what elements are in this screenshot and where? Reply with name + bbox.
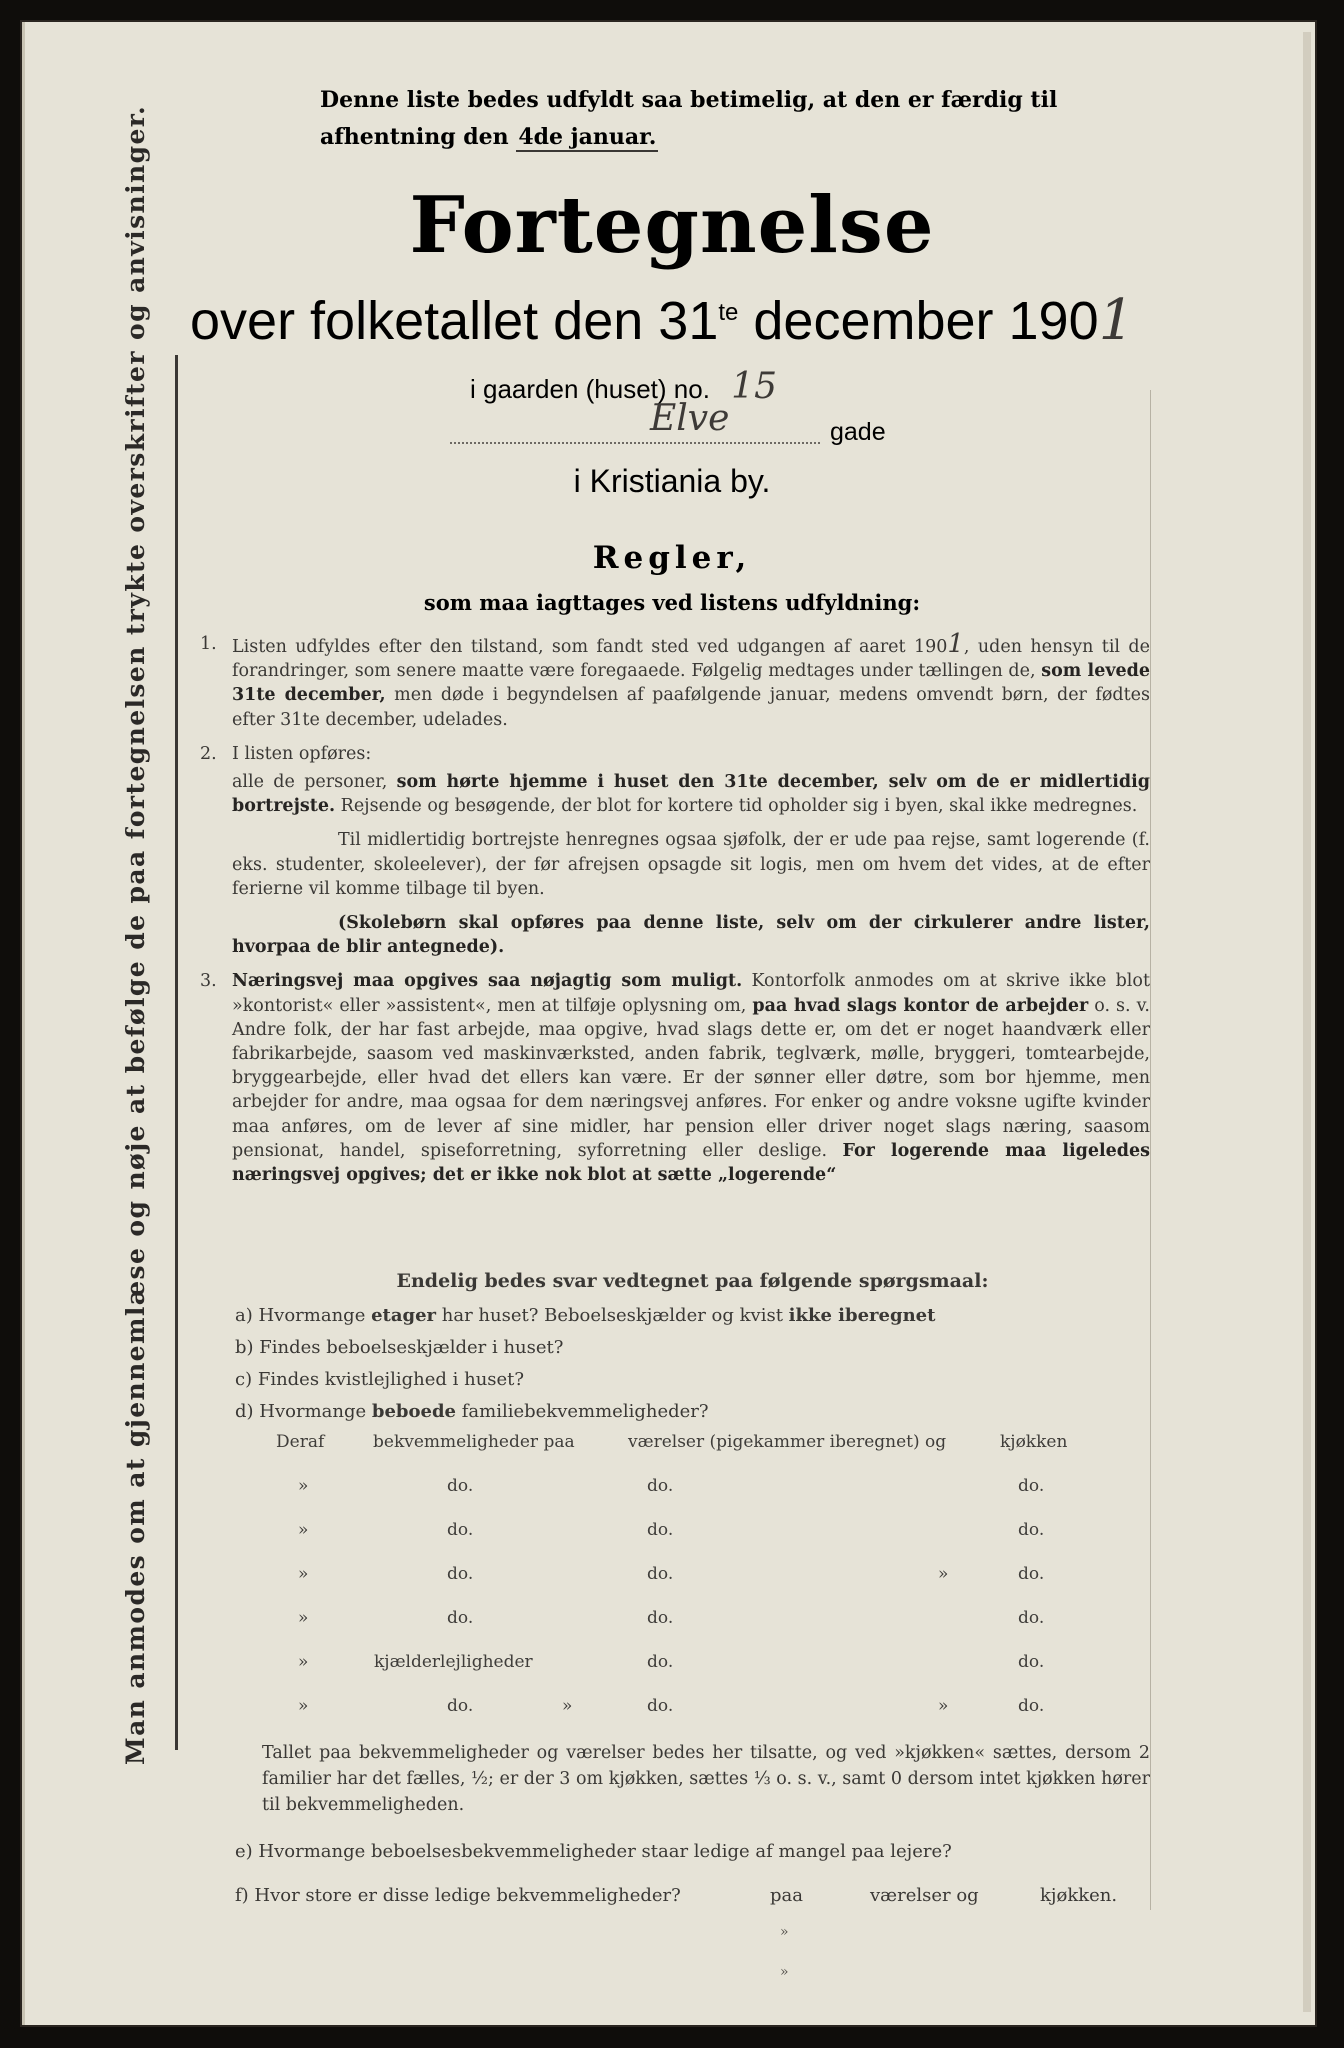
subtitle-mid: december 190: [738, 291, 1099, 351]
table-header-cell: Deraf: [276, 1432, 325, 1452]
house-number-label: i gaarden (huset) no.: [470, 374, 710, 404]
rule-text: , uden hensyn til de forandringer, som senere maatte være foregaaede. Følgelig medtages under tællingen de,: [232, 637, 1150, 682]
street-dotted-line: [450, 430, 820, 444]
question-b[interactable]: b) Findes beboelseskjælder i huset?: [235, 1337, 564, 1358]
handwritten-year[interactable]: 1: [1098, 288, 1135, 353]
rule-number: 3.: [200, 971, 217, 992]
rule-emphasis: som levede 31te december,: [232, 661, 1150, 706]
form-subtitle: [190, 288, 1134, 353]
question-e[interactable]: e) Hvormange beboelsesbekvemmeligheder staar ledige af mangel paa lejere?: [235, 1841, 952, 1862]
questions-heading: Endelig bedes svar vedtegnet paa følgende spørgsmaal:: [396, 1270, 989, 1292]
rule-3: [202, 969, 1150, 1187]
questions-block: [235, 1270, 1150, 1428]
rule-emphasis: Næringsvej maa opgives saa nøjagtig som muligt.: [232, 971, 743, 992]
table-header-cell: bekvemmeligheder paa: [373, 1432, 575, 1452]
pickup-notice-line1: Denne liste bedes udfyldt saa betimelig, at den er færdig til: [320, 87, 1058, 113]
pickup-date: 4de januar.: [518, 124, 657, 150]
handwritten-year-rule[interactable]: 1: [947, 629, 964, 659]
table-header-cell: kjøkken: [1000, 1432, 1068, 1452]
handwritten-house-number[interactable]: 15: [731, 366, 777, 407]
margin-instruction: Man anmodes om at gjennemlæse og nøje at befølge de paa fortegnelsen trykte overskrifter og anvisninger.: [121, 104, 150, 1765]
pickup-label: afhentning den: [320, 124, 509, 150]
ditto-mark: »: [780, 1924, 789, 1940]
rule-number: 2.: [200, 743, 217, 764]
house-number-line: [470, 366, 777, 407]
rule-emphasis: paa hvad slags kontor de arbejder: [752, 995, 1089, 1016]
rule-1: [200, 629, 1150, 732]
right-rule: [1150, 390, 1151, 1910]
rules-subheading: som maa iagttages ved listens udfyldning:: [423, 590, 921, 615]
pickup-notice: [320, 82, 1057, 156]
question-d[interactable]: d) Hvormange beboede familiebekvemmeligheder?: [235, 1401, 709, 1422]
rule-2: [202, 742, 1150, 960]
subtitle-pre: over folketallet den 31: [190, 291, 719, 351]
subtitle-sup: te: [718, 299, 739, 326]
page-edge: [1303, 32, 1311, 2012]
question-c[interactable]: c) Findes kvistlejlighed i huset?: [235, 1369, 525, 1390]
rule-emphasis: (Skolebørn skal opføres paa denne liste, selv om der cirkulerer andre lister, hvorpaa de blir antegnede).: [232, 913, 1150, 958]
question-a[interactable]: a) Hvormange etager har huset? Beboelseskjælder og kvist ikke iberegnet: [235, 1305, 936, 1326]
handwritten-street[interactable]: Elve: [650, 398, 730, 439]
rule-emphasis: som hørte hjemme i huset den 31te december, selv om de er midlertidig bortrejste.: [232, 772, 1150, 817]
rule-text: Rejsende og besøgende, der blot for kortere tid opholder sig i byen, skal ikke medregnes.: [340, 796, 1138, 817]
question-f[interactable]: f) Hvor store er disse ledige bekvemmeligheder? paa værelser og kjøkken.: [235, 1885, 1118, 1906]
rule-emphasis: For logerende maa ligeledes næringsvej opgives; det er ikke nok blot at sætte „logerende“: [232, 1140, 1150, 1186]
rule-text: men døde i begyndelsen af paafølgende januar, medens omvendt børn, der fødtes efter 31te december, udelades.: [232, 685, 1150, 730]
city-line: i Kristiania by.: [573, 463, 771, 499]
table-header-cell: værelser (pigekammer iberegnet) og: [628, 1432, 947, 1452]
ditto-mark: »: [780, 1964, 789, 1980]
rule-text: I listen opføres:: [232, 743, 372, 764]
page-title: Fortegnelse: [409, 180, 935, 271]
rule-text: o. s. v. Andre folk, der har fast arbejde, maa opgive, hvad slags dette er, om det er noget haandværk eller fabrikarbejde, saasom ved maskinværksted, anden fabrik, teglværk, mølle, bryggeri, tomtearbejde, bryggearbejde, eller hvad det ellers kan være. Er der sønner eller døtre, som bor hjemme, men arbejder for andre, maa ogsaa for dem næringsvej anføres. For enker og andre voksne ugifte kvinder maa anføres, om de lever af sine midler, har pension eller driver noget slags næring, saasom pensionat, handel, spiseforretning, syforretning eller deslige.: [232, 995, 1150, 1161]
table-note: Tallet paa bekvemmeligheder og værelser bedes her tilsatte, og ved »kjøkken« sættes, dersom 2 familier har det fælles, ½; er der 3 om kjøkken, sættes ⅓ o. s. v., samt 0 dersom intet kjøkken hører til bekvemmeligheden.: [262, 1743, 1150, 1815]
rules-heading: Regler,: [592, 540, 752, 576]
rule-number: 1.: [200, 634, 217, 654]
questions-e-f: [235, 1830, 1150, 1918]
gade-label: gade: [830, 418, 886, 446]
rule-text: alle de personer,: [232, 772, 388, 793]
rules-list: [200, 629, 1150, 1187]
pickup-notice-line2: [320, 119, 1057, 156]
rule-text: Listen udfyldes efter den tilstand, som fandt sted ved udgangen af aaret 190: [232, 637, 948, 657]
rule-text: Til midlertidig bortrejste henregnes ogsaa sjøfolk, der er ude paa rejse, samt logerende (f. eks. studenter, skoleelever), der før afrejsen opsagde sit logis, men om hvem det vides, at de efter ferierne vil komme tilbage til byen.: [232, 830, 1150, 899]
rule-text: Kontorfolk anmodes om at skrive ikke blot »kontorist« eller »assistent«, men at tilføje oplysning om,: [232, 971, 1150, 1016]
